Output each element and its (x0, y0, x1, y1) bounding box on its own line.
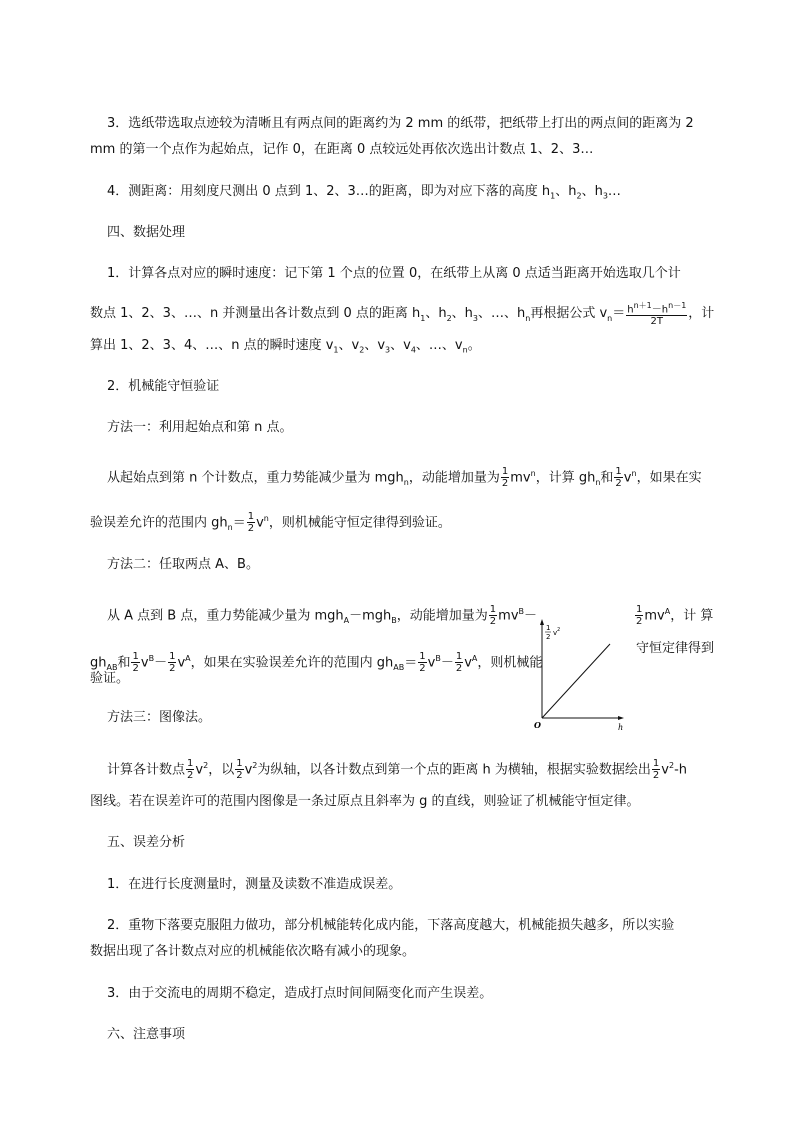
method1-line2: 验误差允许的范围内 $gh_n=$ $\frac{1}{2}$ $v^n$，则机械能守恒定律得到验证。 (90, 511, 451, 535)
method2-right1: $\frac{1}{2}$ $mv^A$，计 算 (636, 604, 714, 628)
method2-line1: 从 A 点到 B 点，重力势能减少量为 mgh$_A$－mgh$_B$，动能增加量为 $\frac{1}{2}$ $mv^B-$ (107, 604, 538, 628)
graph-ylabel-den: 2 (546, 633, 551, 641)
velocity-line2: 数点 1、2、3、…、n 并测量出各计数点到 0 点的距离 $h_1$、$h_2$、$h_3$、…、$h_n$再根据公式 $v_n=$ $\frac{h^{n+1}-h^{n-1}}{2T}$ ，计 (90, 301, 715, 328)
method1-line1: 从起始点到第 n 个计数点，重力势能减少量为 mgh$_n$，动能增加量为 $\frac{1}{2}$ $mv^n$，计算 $gh_n$和 $\frac{1}{2}$ $v^n$，如果在实 (107, 466, 702, 490)
error-2-line2: 数据出现了各计数点对应的机械能依次略有减小的现象。 (90, 944, 416, 959)
method2-line3: 验证。 (90, 671, 130, 686)
method2-line2: $gh_{AB}$和 $\frac{1}{2}$ $v^B-$ $\frac{1}{2}$ $v^A$，如果在实验误差允许的范围内 $gh_{AB}=$ $\frac{1}{2}$ $v^B-$ $\frac{1}{2}$ $v^A$，则机械能 (90, 651, 543, 675)
method3-line1: 计算各计数点 $\frac{1}{2}$ $v^2$，以 $\frac{1}{2}$ $v^2$为纵轴，以各计数点到第一个点的距离 h 为横轴，根据实验数据绘出 $\frac{1}{2}$ $v^2-h$ (107, 758, 687, 782)
graph-xlabel: h (618, 723, 624, 732)
method3-title: 方法三：图像法。 (107, 710, 212, 725)
method2-title: 方法二：任取两点 A、B。 (107, 557, 259, 572)
method3-line2: 图线。若在误差许可的范围内图像是一条过原点且斜率为 g 的直线，则验证了机械能守恒定律。 (90, 794, 640, 809)
step3-line2: mm 的第一个点作为起始点，记作 0，在距离 0 点较远处再依次选出计数点 1、2、3… (90, 142, 594, 157)
graph-line (542, 644, 610, 718)
energy-height-graph (532, 618, 632, 736)
error-2-line1: 2．重物下落要克服阻力做功，部分机械能转化成内能，下落高度越大，机械能损失越多，所以实验 (107, 918, 675, 933)
graph-ylabel-num: 1 (546, 624, 551, 632)
error-1: 1．在进行长度测量时，测量及读数不准造成误差。 (107, 877, 402, 892)
heading-data-processing: 四、数据处理 (107, 225, 186, 240)
step4-line: 4．测距离：用刻度尺测出 0 点到 1、2、3…的距离，即为对应下落的高度 $h_1$、$h_2$、$h_3\dots$ (107, 184, 621, 201)
mechanical-energy-heading: 2．机械能守恒验证 (107, 379, 220, 394)
step3-line1: 3．选纸带选取点迹较为清晰且有两点间的距离约为 2 mm 的纸带，把纸带上打出的两点间的距离为 2 (107, 116, 694, 131)
graph-origin: O (534, 720, 541, 730)
velocity-formula-fraction: $\frac{h^{n+1}-h^{n-1}}{2T}$ (627, 301, 687, 328)
graph-ylabel-sup: 2 (557, 627, 561, 633)
velocity-line1: 1．计算各点对应的瞬时速度：记下第 1 个点的位置 0，在纸带上从离 0 点适当距离开始选取几个计 (107, 266, 681, 281)
error-3: 3．由于交流电的周期不稳定，造成打点时间间隔变化而产生误差。 (107, 986, 493, 1001)
heading-error-analysis: 五、误差分析 (107, 835, 186, 850)
velocity-line3: 算出 1、2、3、4、…、n 点的瞬时速度 $v_1$、$v_2$、$v_3$、$v_4$、…、$v_n$。 (90, 338, 481, 355)
method2-right2: 守恒定律得到 (636, 641, 715, 656)
heading-notes: 六、注意事项 (107, 1027, 186, 1042)
graph-ylabel-v: v (553, 629, 558, 637)
method1-title: 方法一：利用起始点和第 n 点。 (107, 420, 293, 435)
